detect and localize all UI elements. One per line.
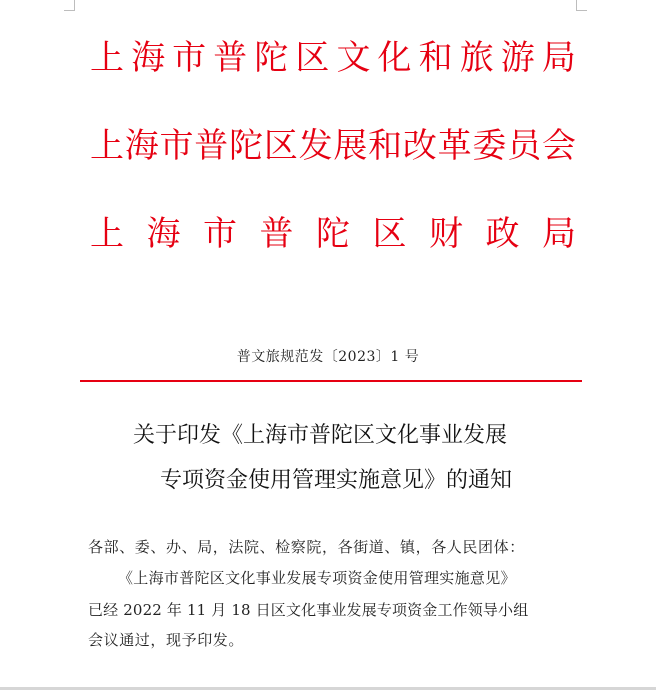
issuer-char: 上 [90,126,124,166]
body-paragraph-line-2: 已经 2022 年 11 月 18 日区文化事业发展专项资金工作领导小组 [88,601,529,619]
issuer-char: 普 [213,38,248,78]
issuer-char: 化 [377,38,412,78]
issuer-char: 改 [402,126,437,166]
issuer-char: 市 [203,214,237,254]
issuer-char: 展 [333,126,368,166]
issuer-culture-tourism-bureau [90,36,576,80]
issuer-char: 政 [485,214,520,254]
issuer-char: 区 [263,126,298,166]
issuer-char: 游 [500,38,535,78]
issuer-char: 区 [372,214,407,254]
issuer-char: 普 [194,126,229,166]
issuer-char: 文 [336,38,371,78]
issuer-char: 局 [541,38,576,78]
addressee-line: 各部、委、办、局，法院、检察院，各街道、镇，各人民团体： [88,538,525,556]
issuer-char: 陀 [254,38,289,78]
issuer-char: 发 [298,126,333,166]
body-paragraph-line-3: 会议通过，现予印发。 [88,631,245,649]
issuer-char: 海 [146,214,181,254]
document-number: 普文旅规范发〔2023〕1 号 [236,349,420,365]
issuer-char: 陀 [229,126,264,166]
issuer-char: 财 [429,214,463,254]
page-corner-mark-left [64,0,75,11]
issuer-char: 员 [507,126,542,166]
red-separator-line [80,380,582,382]
issuer-char: 海 [131,38,166,78]
issuer-char: 海 [124,126,159,166]
issuer-char: 上 [90,214,124,254]
issuer-char: 革 [437,126,472,166]
issuer-char: 委 [472,126,507,166]
issuer-char: 会 [541,126,576,166]
issuer-development-reform-commission [90,124,576,168]
notice-title-line-2: 专项资金使用管理实施意见》的通知 [159,468,512,493]
issuer-char: 和 [418,38,453,78]
issuer-char: 区 [295,38,330,78]
page-corner-mark-right [576,0,587,11]
issuer-char: 上 [90,38,124,78]
issuer-char: 和 [368,126,403,166]
issuer-char: 陀 [316,214,350,254]
issuer-char: 普 [259,214,294,254]
issuer-finance-bureau [90,212,576,256]
issuer-char: 市 [159,126,194,166]
issuer-char: 市 [172,38,207,78]
issuer-char: 局 [542,214,576,254]
issuer-char: 旅 [459,38,494,78]
notice-title-line-1: 关于印发《上海市普陀区文化事业发展 [132,423,507,448]
body-paragraph-line-1: 《上海市普陀区文化事业发展专项资金使用管理实施意见》 [118,569,516,587]
